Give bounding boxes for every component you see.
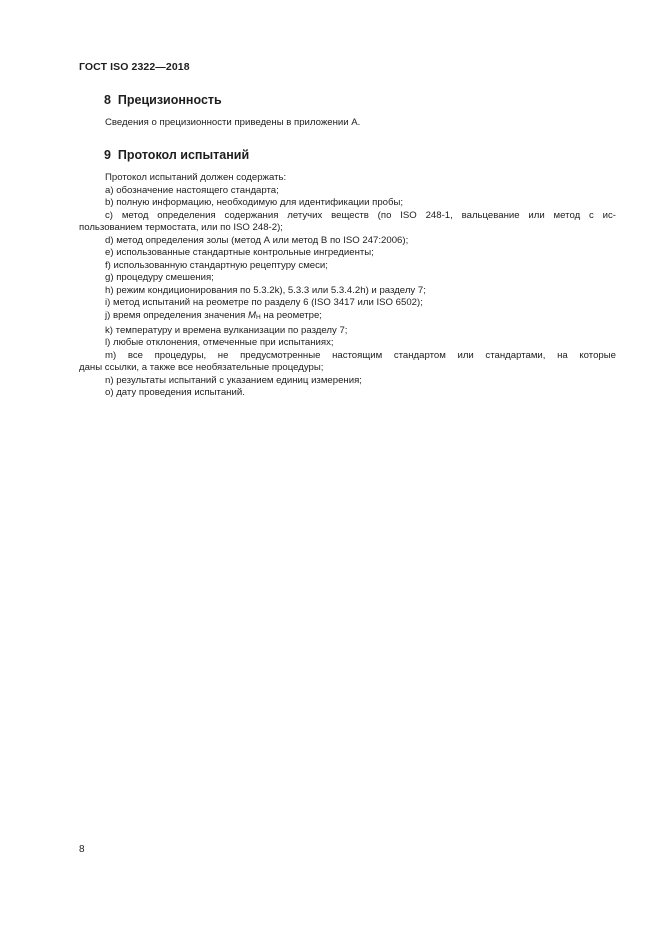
- section-9-number: 9: [104, 148, 111, 162]
- section-9-title: Протокол испытаний: [117, 148, 250, 162]
- list-item-i: i) метод испытаний на реометре по разделу 6 (ISO 3417 или ISO 6502);: [105, 297, 423, 309]
- section-8-number: 8: [104, 93, 111, 107]
- variable-m: M: [247, 310, 256, 322]
- list-item-c-line2: пользованием термостата, или по ISO 248-2);: [79, 222, 283, 234]
- list-intro: Протокол испытаний должен содержать:: [105, 172, 287, 183]
- list-item-f: f) использованную стандартную рецептуру смеси;: [105, 259, 328, 271]
- list-item-n: n) результаты испытаний с указанием единиц измерения;: [105, 374, 362, 386]
- list-item-h: h) режим кондиционирования по 5.3.2k), 5.3.3 или 5.3.4.2h) и разделу 7;: [105, 284, 426, 296]
- page-number: 8: [79, 844, 85, 855]
- variable-m-subscript: H: [255, 314, 261, 322]
- list-item-j-prefix: j) время определения значения: [105, 310, 248, 322]
- list-item-d: d) метод определения золы (метод А или метод В по ISO 247:2006);: [105, 234, 409, 246]
- list-item-c-line1: c) метод определения содержания летучих веществ (по ISO 248-1, вальцевание или метод с ис-: [105, 209, 616, 221]
- list-item-j-suffix: на реометре;: [260, 310, 322, 322]
- section-9-heading: [104, 148, 249, 162]
- list-item-a: a) обозначение настоящего стандарта;: [105, 184, 279, 196]
- list-item-g: g) процедуру смешения;: [105, 272, 214, 284]
- section-8-title: Прецизионность: [117, 93, 222, 107]
- list-item-e: e) использованные стандартные контрольные ингредиенты;: [105, 247, 374, 259]
- section-9-body: [79, 172, 616, 400]
- list-item-b: b) полную информацию, необходимую для идентификации пробы;: [105, 197, 404, 209]
- list-item-j: [79, 310, 616, 325]
- section-8-heading: [104, 93, 222, 107]
- document-header: ГОСТ ISO 2322—2018: [79, 61, 190, 73]
- list-item-o: o) дату проведения испытаний.: [105, 387, 245, 399]
- section-8-body: [79, 117, 616, 130]
- section-8-text: Сведения о прецизионности приведены в приложении А.: [105, 117, 361, 128]
- list-item-m-line1: m) все процедуры, не предусмотренные настоящим стандартом или стандартами, на которые: [105, 349, 616, 361]
- list-item-l: l) любые отклонения, отмеченные при испытаниях;: [105, 337, 334, 349]
- list-item-k: k) температуру и времена вулканизации по разделу 7;: [105, 324, 348, 336]
- list-item-m-line2: даны ссылки, а также все необязательные процедуры;: [79, 362, 324, 374]
